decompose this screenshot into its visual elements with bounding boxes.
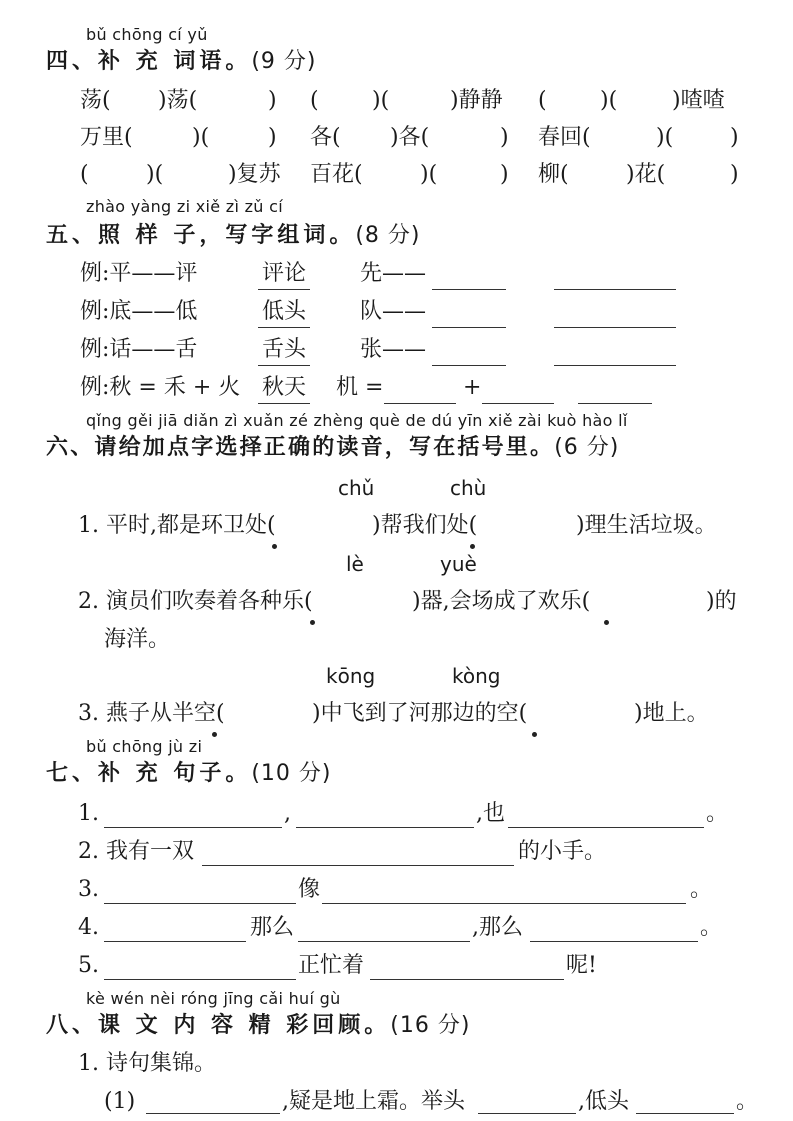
q1-part-c: )理生活垃圾。 [576,513,717,538]
s4-r3-c1: ( [80,162,89,187]
s5-ex1-word-line [258,288,310,290]
section5-title [46,222,421,250]
s4-r1-c7: ( [538,88,547,113]
s5-ex3-word-line [258,364,310,366]
s5-ex1-blank2[interactable] [554,288,676,290]
q3-emphasis-dot-1 [212,732,217,737]
s5-ex1-blank1[interactable] [432,288,506,290]
s8-q1-label: (1) [104,1089,136,1114]
section8-score: (16 分) [390,1013,471,1038]
q1-part-a: 1. 平时,都是环卫处( [78,513,276,538]
s4-r2-c3: ) [268,125,277,150]
section5-pinyin: zhào yàng zi xiě zì zǔ cí [86,197,283,216]
s4-r3-c2: )( [146,162,164,187]
section5-score: (8 分) [355,223,421,248]
s5-ex4-task: 机 = [336,375,384,400]
q3-part-c: )地上。 [634,701,709,726]
s5-ex4-blank3[interactable] [578,402,652,404]
s7-l3-blank2[interactable] [322,902,686,904]
s7-l1-comma: , [284,801,291,826]
s5-ex3-word: 舌头 [262,337,307,362]
s4-r1-c6: )静静 [450,88,503,113]
section6-pinyin: qǐng gěi jiā diǎn zì xuǎn zé zhèng què de dú yīn xiě zài kuò hào lǐ [86,411,628,430]
s8-q1-blank3[interactable] [636,1112,734,1114]
section4-title-text: 四、补 充 词语。 [46,49,252,74]
section7-title-text: 七、补 充 句子。 [46,761,252,786]
s7-l5-mid: 正忙着 [298,953,365,978]
s7-l1-blank3[interactable] [508,826,704,828]
s7-l3-blank1[interactable] [104,902,296,904]
s7-l4-blank2[interactable] [298,940,470,942]
s4-r2-c7: 春回( [538,125,591,150]
s7-l1-end: 。 [706,801,729,826]
q3-pinyin-2: kòng [452,664,501,688]
s5-ex3: 例:话——舌 [80,337,198,362]
s5-ex2-word-line [258,326,310,328]
s5-ex2-task: 队—— [360,299,427,324]
q2-part-b: )器,会场成了欢乐( [412,589,591,614]
s5-ex3-blank2[interactable] [554,364,676,366]
s5-ex1-task: 先—— [360,261,427,286]
s4-r3-c3: )复苏 [228,162,281,187]
s4-r1-c8: )( [600,88,618,113]
s4-r2-c4: 各( [310,125,341,150]
section6-score: (6 分) [554,435,620,460]
s7-l4-num: 4. [78,915,99,940]
section7-pinyin: bǔ chōng jù zi [86,737,203,756]
s7-l2-end: 的小手。 [518,839,607,864]
s4-r1-c9: )喳喳 [672,88,725,113]
s5-ex4-blank2[interactable] [482,402,554,404]
section4-score: (9 分) [251,49,317,74]
q1-part-b: )帮我们处( [372,513,478,538]
q1-emphasis-dot-1 [272,544,277,549]
s5-ex3-blank1[interactable] [432,364,506,366]
q2-emphasis-dot-1 [310,620,315,625]
s4-r3-c7: 柳( [538,162,569,187]
s4-r1-c4: ( [310,88,319,113]
s7-l1-num: 1. [78,801,99,826]
s4-r1-c5: )( [372,88,390,113]
s5-ex1: 例:平——评 [80,261,198,286]
q1-pinyin-2: chù [450,476,487,500]
s8-q1-text: ,疑是地上霜。举头 [282,1089,465,1114]
s5-ex4-plus: + [463,375,482,400]
s5-ex2-blank2[interactable] [554,326,676,328]
section4-pinyin: bǔ chōng cí yǔ [86,25,208,44]
q2-part-d: 海洋。 [104,627,171,652]
section6-title-text: 六、请给加点字选择正确的读音，写在括号里。 [46,435,555,460]
s5-ex1-word: 评论 [262,261,307,286]
s7-l2-num: 2. 我有一双 [78,839,194,864]
s8-sub-heading: 1. 诗句集锦。 [78,1051,216,1076]
section7-title [46,760,331,788]
section5-title-text: 五、照 样 子，写字组词。 [46,223,356,248]
q2-pinyin-1: lè [346,552,364,576]
section8-title [46,1012,470,1040]
section6-title [46,434,619,462]
s5-ex2: 例:底——低 [80,299,198,324]
s4-r2-c9: ) [730,125,739,150]
s8-q1-end: 。 [736,1089,759,1114]
q3-pinyin-1: kōng [326,664,376,688]
s4-r3-c6: ) [500,162,509,187]
q3-part-a: 3. 燕子从半空( [78,701,225,726]
s4-r2-c6: ) [500,125,509,150]
s5-ex2-word: 低头 [262,299,307,324]
s7-l5-blank1[interactable] [104,978,296,980]
s4-r2-c1: 万里( [80,125,133,150]
q1-pinyin-1: chǔ [338,476,375,500]
s4-r2-c8: )( [656,125,674,150]
s7-l3-end: 。 [690,877,713,902]
s5-ex3-task: 张—— [360,337,427,362]
s4-r3-c9: ) [730,162,739,187]
s8-q1-blank1[interactable] [146,1112,280,1114]
section4-title [46,48,317,76]
s4-r3-c8: )花( [626,162,666,187]
q3-part-b: )中飞到了河那边的空( [312,701,528,726]
s4-r1-c3: ) [268,88,277,113]
section8-title-text: 八、课 文 内 容 精 彩回顾。 [46,1013,391,1038]
s8-q1-blank2[interactable] [478,1112,576,1114]
s8-q1-text2: ,低头 [578,1089,629,1114]
s5-ex4-blank1[interactable] [384,402,456,404]
q2-part-a: 2. 演员们吹奏着各种乐( [78,589,313,614]
s4-r1-c1: 荡( [80,88,111,113]
q1-emphasis-dot-2 [470,544,475,549]
s7-l1-blank2[interactable] [296,826,474,828]
s7-l5-end: 呢! [566,953,597,978]
s5-ex4: 例:秋 = 禾 + 火 [80,375,241,400]
s5-ex4-word-line [258,402,310,404]
s4-r2-c2: )( [192,125,210,150]
q2-emphasis-dot-2 [604,620,609,625]
q2-part-c: )的 [706,589,737,614]
s4-r3-c4: 百花( [310,162,363,187]
section7-score: (10 分) [251,761,332,786]
s7-l5-num: 5. [78,953,99,978]
s7-l2-blank[interactable] [202,864,514,866]
s7-l4-mid2: ,那么 [472,915,523,940]
s7-l1-ye: ,也 [476,801,505,826]
s7-l4-blank3[interactable] [530,940,698,942]
s7-l1-blank1[interactable] [104,826,282,828]
s7-l4-blank1[interactable] [104,940,246,942]
q2-pinyin-2: yuè [440,552,477,576]
s4-r3-c5: )( [420,162,438,187]
s7-l5-blank2[interactable] [370,978,564,980]
q3-emphasis-dot-2 [532,732,537,737]
s5-ex4-word: 秋天 [262,375,307,400]
s7-l4-mid: 那么 [250,915,295,940]
s7-l4-end: 。 [700,915,723,940]
s4-r1-c2: )荡( [158,88,198,113]
s5-ex2-blank1[interactable] [432,326,506,328]
s4-r2-c5: )各( [390,125,430,150]
s7-l3-mid: 像 [298,877,321,902]
s7-l3-num: 3. [78,877,99,902]
section8-pinyin: kè wén nèi róng jīng cǎi huí gù [86,989,341,1008]
